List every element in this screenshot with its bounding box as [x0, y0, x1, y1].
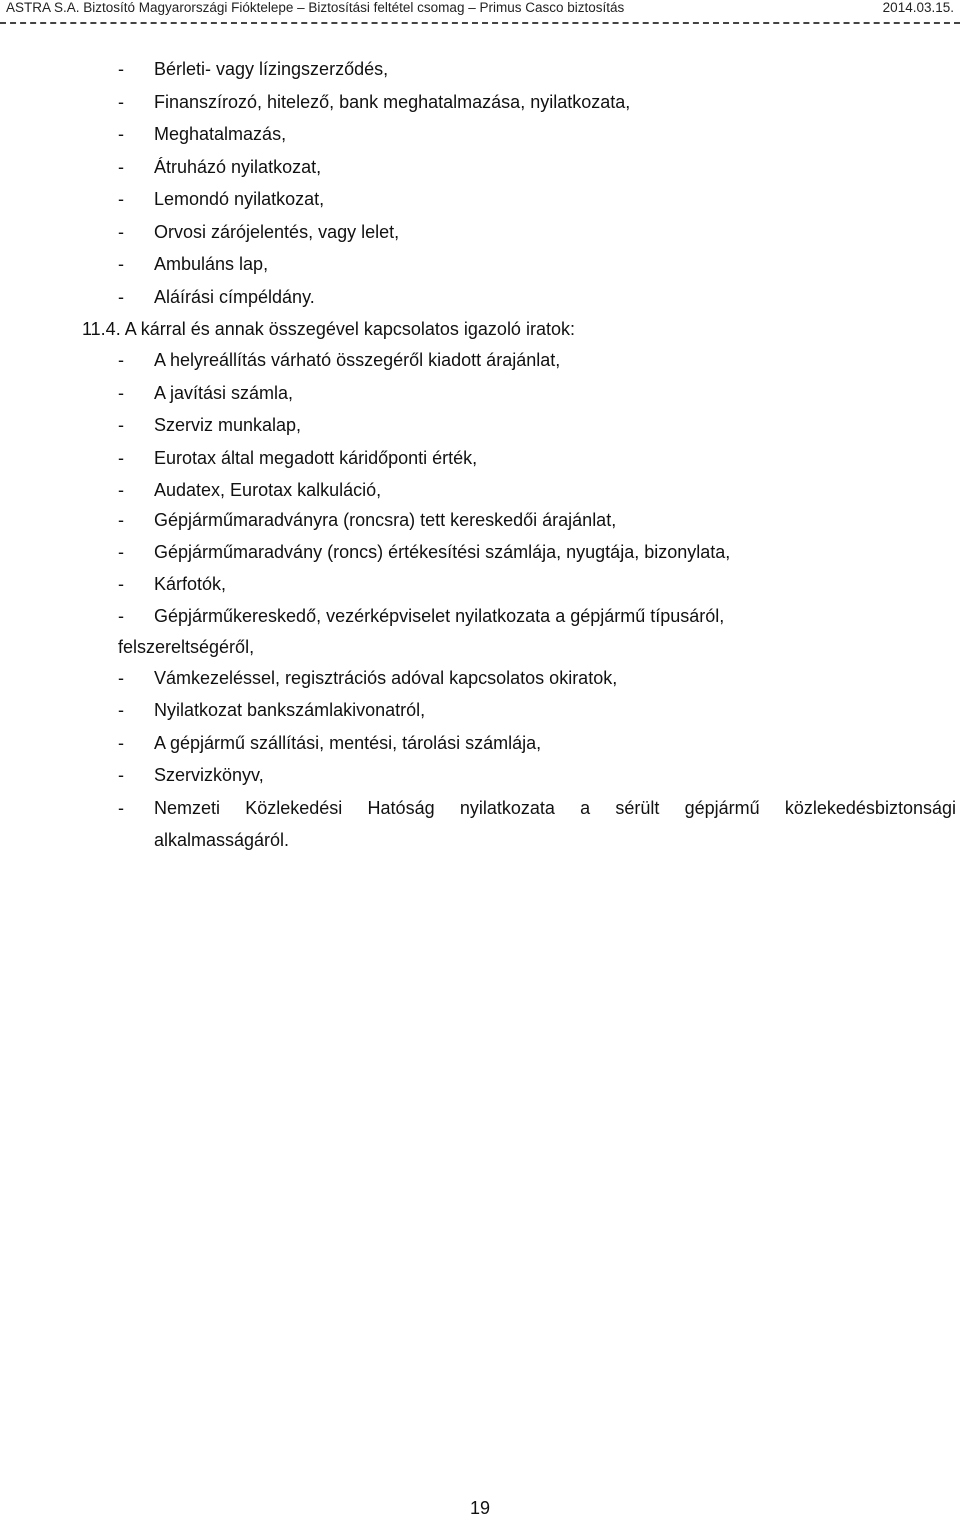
- bullet-dash: -: [118, 574, 124, 594]
- list-item-text: Kárfotók,: [154, 574, 227, 594]
- list-item-text: Finanszírozó, hitelező, bank meghatalmazása, nyilatkozata,: [154, 92, 631, 112]
- section-number: 11.4.: [82, 319, 121, 339]
- list-item-text: Átruházó nyilatkozat,: [154, 157, 322, 177]
- list-item-text: Gépjárműkereskedő, vezérképviselet nyilatkozata a gépjármű típusáról,: [154, 606, 725, 626]
- bullet-dash: -: [118, 448, 124, 468]
- list-item-text: A helyreállítás várható összegéről kiadott árajánlat,: [154, 350, 561, 370]
- list-item-text: Lemondó nyilatkozat,: [154, 189, 325, 209]
- bullet-dash: -: [118, 668, 124, 688]
- bullet-dash: -: [118, 700, 124, 720]
- page-header-title: ASTRA S.A. Biztosító Magyarországi Fióktelepe – Biztosítási feltétel csomag – Primus Casco biztosítás: [6, 0, 625, 15]
- list-item-text: A javítási számla,: [154, 383, 294, 403]
- list-item-text: A gépjármű szállítási, mentési, tárolási számlája,: [154, 733, 542, 753]
- bullet-dash: -: [118, 733, 124, 753]
- bullet-dash: -: [118, 383, 124, 403]
- list-item-text: Vámkezeléssel, regisztrációs adóval kapcsolatos okiratok,: [154, 668, 618, 688]
- bullet-dash: -: [118, 287, 124, 307]
- section-heading: [82, 317, 575, 341]
- bullet-dash: -: [118, 606, 124, 626]
- list-item-text: Szerviz munkalap,: [154, 415, 302, 435]
- list-item-continuation: felszereltségéről,: [118, 637, 255, 657]
- header-divider: [0, 22, 960, 24]
- list-item-text: Ambuláns lap,: [154, 254, 269, 274]
- list-item-text: Orvosi zárójelentés, vagy lelet,: [154, 222, 400, 242]
- bullet-dash: -: [118, 350, 124, 370]
- bullet-dash: -: [118, 765, 124, 785]
- section-title: A kárral és annak összegével kapcsolatos igazoló iratok:: [124, 319, 575, 339]
- list-item-text: Audatex, Eurotax kalkuláció,: [154, 480, 382, 500]
- list-item-text: Eurotax által megadott káridőponti érték,: [154, 448, 478, 468]
- bullet-dash: -: [118, 222, 124, 242]
- list-item-text: Aláírási címpéldány.: [154, 287, 315, 307]
- bullet-dash: -: [118, 415, 124, 435]
- bullet-dash: -: [118, 542, 124, 562]
- list-item-text: Gépjárműmaradványra (roncsra) tett kereskedői árajánlat,: [154, 510, 617, 530]
- list-item-text: Szervizkönyv,: [154, 765, 264, 785]
- list-item-text: Gépjárműmaradvány (roncs) értékesítési számlája, nyugtája, bizonylata,: [154, 542, 731, 562]
- bullet-dash: -: [118, 124, 124, 144]
- list-item-text: Bérleti- vagy lízingszerződés,: [154, 59, 389, 79]
- bullet-dash: -: [118, 92, 124, 112]
- bullet-dash: -: [118, 480, 124, 500]
- list-item-continuation: alkalmasságáról.: [154, 830, 290, 850]
- page-number: 19: [469, 1498, 491, 1518]
- bullet-dash: -: [118, 189, 124, 209]
- list-item-text: Meghatalmazás,: [154, 124, 287, 144]
- bullet-dash: -: [118, 510, 124, 530]
- list-item-text: Nemzeti Közlekedési Hatóság nyilatkozata a sérült gépjármű közlekedésbiztonsági: [154, 798, 956, 818]
- bullet-dash: -: [118, 59, 124, 79]
- bullet-dash: -: [118, 798, 124, 818]
- list-item-text: Nyilatkozat bankszámlakivonatról,: [154, 700, 426, 720]
- bullet-dash: -: [118, 157, 124, 177]
- page-header-date: 2014.03.15.: [882, 0, 954, 15]
- bullet-dash: -: [118, 254, 124, 274]
